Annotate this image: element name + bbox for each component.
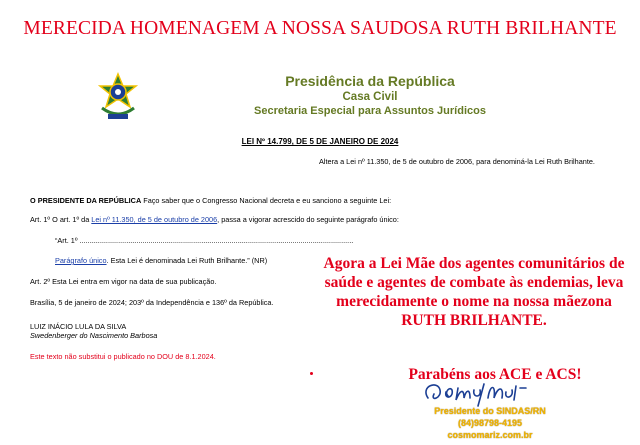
law-11350-link[interactable]: Lei nº 11.350, de 5 de outubro de 2006 <box>91 215 218 224</box>
signer-minister: Swedenberger do Nascimento Barbosa <box>30 331 158 340</box>
brasilia-date: Brasília, 5 de janeiro de 2024; 203º da Independência e 136º da República. <box>30 298 274 307</box>
paragrafo-unico <box>55 256 267 266</box>
signer-site[interactable]: cosmomariz.com.br <box>447 430 533 440</box>
presidency-title: Presidência da República <box>285 73 455 89</box>
article-1 <box>30 215 399 225</box>
brazil-coat-of-arms-icon <box>94 72 142 124</box>
preamble-bold: O PRESIDENTE DA REPÚBLICA <box>30 196 142 205</box>
art1-start: Art. 1º O art. 1º da <box>30 215 92 224</box>
government-header <box>200 73 540 118</box>
article-2: Art. 2º Esta Lei entra em vigor na data de sua publicação. <box>30 277 217 286</box>
decorative-dot <box>310 372 313 375</box>
preamble-rest: Faço saber que o Congresso Nacional decreta e eu sanciono a seguinte Lei: <box>141 196 392 205</box>
paragrafo-text: . Esta Lei é denominada Lei Ruth Brilhante.” (NR) <box>106 256 268 265</box>
law-ementa: Altera a Lei nº 11.350, de 5 de outubro de 2006, para denominá-la Lei Ruth Brilhante. <box>319 157 595 166</box>
handwritten-signature <box>418 376 528 410</box>
art1-end: , passa a vigorar acrescido do seguinte parágrafo único: <box>217 215 399 224</box>
quoted-article: “Art. 1º ....................................................................................................................................... <box>55 236 354 245</box>
homage-banner: MERECIDA HOMENAGEM A NOSSA SAUDOSA RUTH BRILHANTE <box>23 18 617 39</box>
preamble <box>30 196 391 206</box>
secretaria-title: Secretaria Especial para Assuntos Jurídicos <box>254 105 486 117</box>
law-title[interactable]: LEI Nº 14.799, DE 5 DE JANEIRO DE 2024 <box>241 137 399 146</box>
dou-note: Este texto não substitui o publicado no DOU de 8.1.2024. <box>30 352 216 361</box>
congrats-message: Parabéns aos ACE e ACS! <box>408 366 582 383</box>
signer-president: LUIZ INÁCIO LULA DA SILVA <box>30 322 127 331</box>
signer-phone: (84)98798-4195 <box>457 418 523 428</box>
casa-civil-title: Casa Civil <box>342 91 398 103</box>
paragrafo-unico-link[interactable]: Parágrafo único <box>55 256 107 265</box>
signer-role: Presidente do SINDAS/RN <box>434 406 546 416</box>
homage-message: Agora a Lei Mãe dos agentes comunitários de saúde e agentes de combate às endemias, leva merecidamente o nome na nossa mãezona RUTH BRILHANTE. <box>323 255 625 329</box>
